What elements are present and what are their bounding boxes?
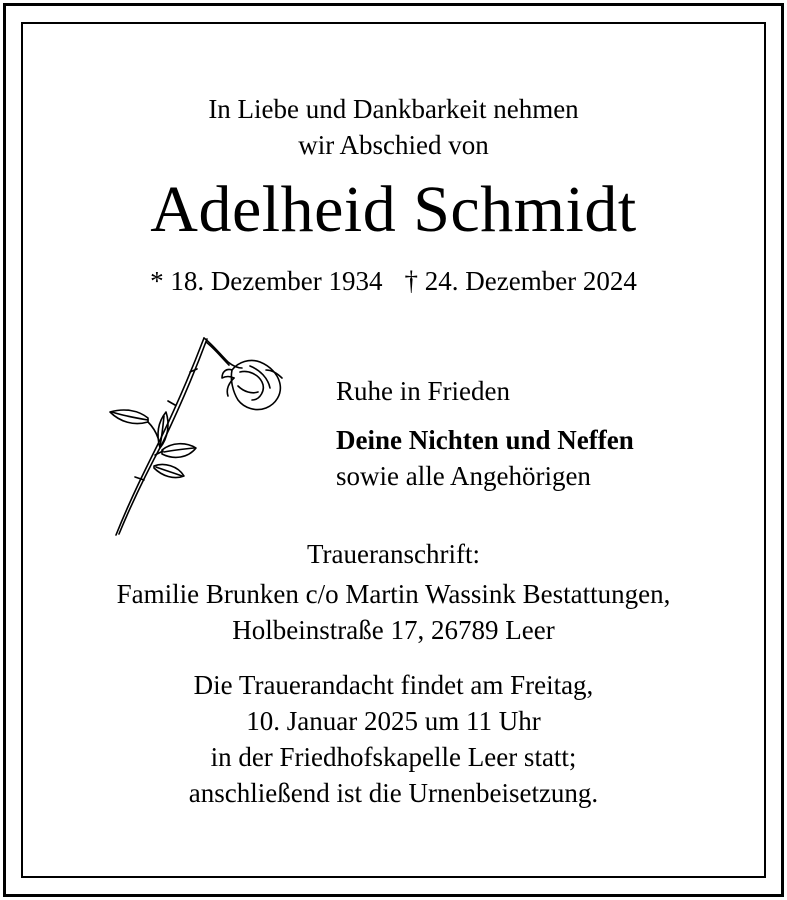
mourners-nieces-nephews: Deine Nichten und Neffen: [336, 425, 634, 455]
service-line-1: Die Trauerandacht findet am Freitag,: [193, 670, 594, 700]
rose-icon: [100, 330, 290, 545]
birth-date: * 18. Dezember 1934: [150, 266, 383, 296]
intro-line-1: In Liebe und Dankbarkeit nehmen: [208, 94, 579, 124]
service-line-4: anschließend ist die Urnenbeisetzung.: [188, 778, 599, 808]
rest-in-peace: Ruhe in Frieden: [336, 376, 510, 406]
death-date: † 24. Dezember 2024: [404, 266, 637, 296]
address-heading: Traueranschrift:: [307, 539, 480, 569]
intro-line-2: wir Abschied von: [298, 130, 489, 160]
service-line-2: 10. Januar 2025 um 11 Uhr: [246, 706, 541, 736]
deceased-name: Adelheid Schmidt: [150, 173, 637, 246]
address-line-2: Holbeinstraße 17, 26789 Leer: [232, 615, 555, 645]
life-dates: [0, 264, 787, 298]
service-line-3: in der Friedhofskapelle Leer statt;: [210, 742, 577, 772]
address-line-1: Familie Brunken c/o Martin Wassink Bestattungen,: [116, 579, 671, 609]
mourners-relatives: sowie alle Angehörigen: [336, 461, 591, 491]
